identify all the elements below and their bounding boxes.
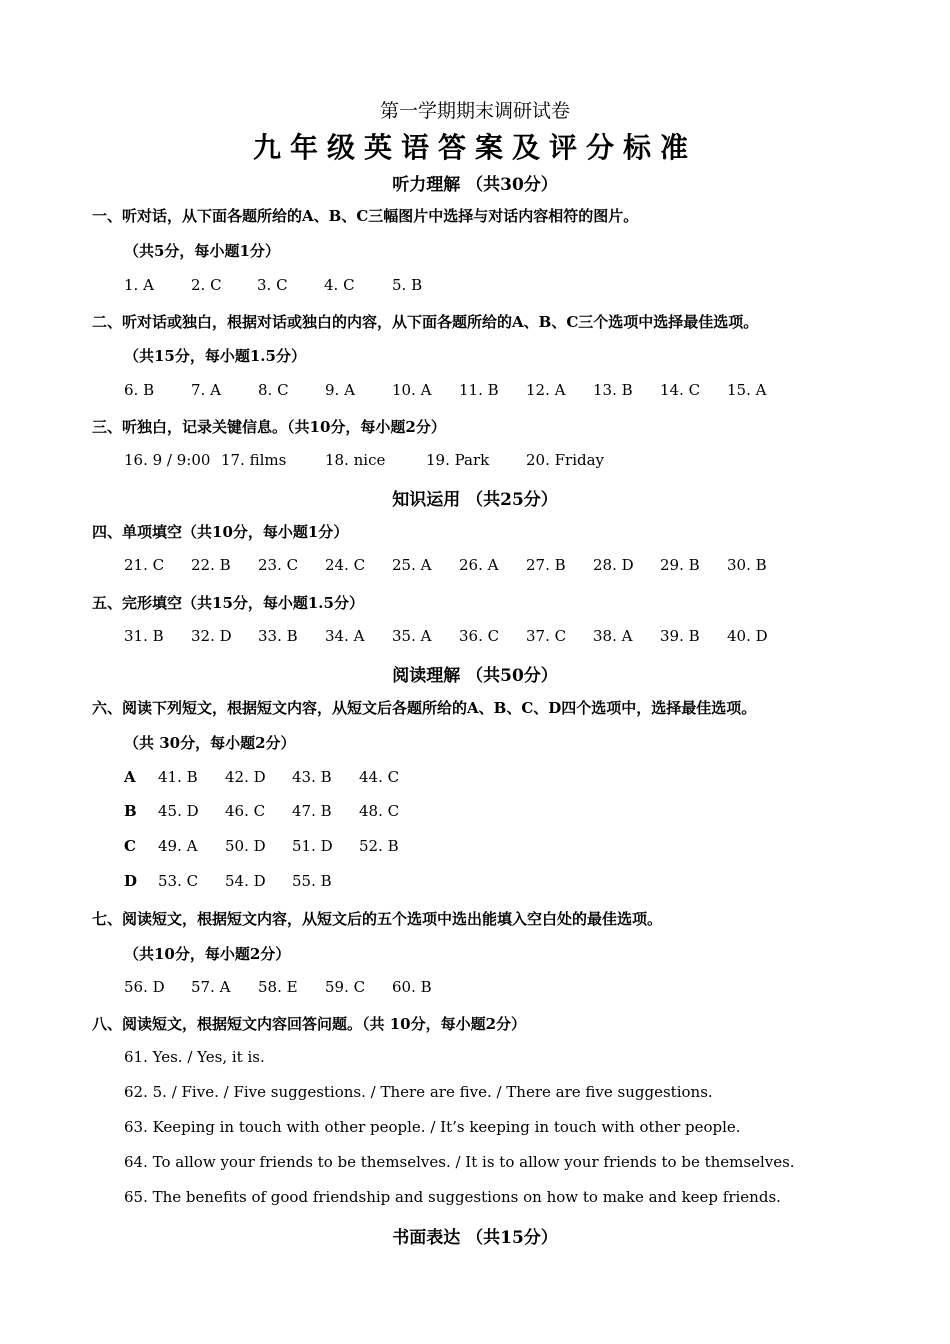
answer-item: 9. A (325, 381, 355, 399)
answer-item: 46. C (225, 802, 266, 820)
answer-item: 1. A (124, 276, 154, 294)
answer-item: 37. C (526, 627, 567, 645)
part3-question: 三、听独白，记录关键信息。（共10分，每小题2分） (92, 418, 446, 436)
answer-item: 55. B (292, 872, 332, 890)
answer-item: 17. films (221, 451, 287, 469)
part7-question: 七、阅读短文，根据短文内容，从短文后的五个选项中选出能填入空白处的最佳选项。 (92, 910, 663, 928)
answer-item: 13. B (593, 381, 633, 399)
section-knowledge: 知识运用 （共25分） (392, 490, 558, 510)
answer-item: 44. C (359, 768, 400, 786)
answer-item: 10. A (392, 381, 432, 399)
answer-item: 56. D (124, 978, 165, 996)
section-reading: 阅读理解 （共50分） (392, 666, 558, 686)
answer-item: 12. A (526, 381, 566, 399)
answer-item: 48. C (359, 802, 400, 820)
part2-question: 二、听对话或独白，根据对话或独白的内容，从下面各题所给的A、B、C三个选项中选择最佳选项。 (92, 313, 759, 331)
answer-item: 30. B (727, 556, 767, 574)
section-listening: 听力理解 （共30分） (392, 175, 558, 195)
answer-item: 23. C (258, 556, 299, 574)
section-writing: 书面表达 （共15分） (392, 1228, 558, 1248)
answer-item: 58. E (258, 978, 298, 996)
answer-item: 59. C (325, 978, 366, 996)
part8-answer-63: 63. Keeping in touch with other people. / It’s keeping in touch with other people. (124, 1118, 741, 1136)
answer-item: 34. A (325, 627, 365, 645)
answer-item: 7. A (191, 381, 221, 399)
answer-item: 36. C (459, 627, 500, 645)
answer-item: 40. D (727, 627, 768, 645)
part6-group-a (124, 768, 400, 786)
passage-label: C (124, 837, 136, 855)
part1-score: （共5分，每小题1分） (124, 242, 280, 260)
answer-item: 38. A (593, 627, 633, 645)
passage-label: D (124, 872, 138, 890)
answer-item: 28. D (593, 556, 634, 574)
answer-item: 26. A (459, 556, 499, 574)
answer-item: 15. A (727, 381, 767, 399)
answer-item: 21. C (124, 556, 165, 574)
part2-score: （共15分，每小题1.5分） (124, 347, 306, 365)
part8-answer-62: 62. 5. / Five. / Five suggestions. / There are five. / There are five suggestions. (124, 1083, 713, 1101)
part8-answer-64: 64. To allow your friends to be themselves. / It is to allow your friends to be themselves. (124, 1153, 795, 1171)
part5-question: 五、完形填空（共15分，每小题1.5分） (92, 594, 364, 612)
answer-item: 32. D (191, 627, 232, 645)
answer-item: 53. C (158, 872, 199, 890)
answer-item: 47. B (292, 802, 332, 820)
answer-item: 5. B (392, 276, 423, 294)
answer-item: 14. C (660, 381, 701, 399)
part7-score: （共10分，每小题2分） (124, 945, 291, 963)
answer-item: 19. Park (426, 451, 490, 469)
answer-item: 16. 9 / 9:00 (124, 451, 211, 469)
answer-item: 3. C (257, 276, 288, 294)
passage-label: B (124, 802, 137, 820)
answer-item: 43. B (292, 768, 332, 786)
answer-item: 49. A (158, 837, 198, 855)
answer-item: 41. B (158, 768, 198, 786)
answer-item: 39. B (660, 627, 700, 645)
answer-item: 4. C (324, 276, 355, 294)
part6-group-d (124, 872, 332, 890)
part6-question: 六、阅读下列短文，根据短文内容，从短文后各题所给的A、B、C、D四个选项中，选择最佳选项。 (92, 699, 757, 717)
part6-score: （共 30分，每小题2分） (124, 734, 296, 752)
answer-item: 33. B (258, 627, 298, 645)
part8-answer-65: 65. The benefits of good friendship and suggestions on how to make and keep friends. (124, 1188, 781, 1206)
exam-subtitle: 第一学期期末调研试卷 (379, 100, 570, 122)
answer-item: 29. B (660, 556, 700, 574)
answer-item: 20. Friday (526, 451, 605, 469)
part6-group-c (124, 837, 399, 855)
answer-item: 42. D (225, 768, 266, 786)
answer-item: 35. A (392, 627, 432, 645)
page-title: 九年级英语答案及评分标准 (252, 131, 697, 164)
part1-question: 一、听对话，从下面各题所给的A、B、C三幅图片中选择与对话内容相符的图片。 (92, 207, 639, 225)
answer-item: 57. A (191, 978, 231, 996)
answer-item: 52. B (359, 837, 399, 855)
answer-item: 8. C (258, 381, 289, 399)
answer-item: 22. B (191, 556, 231, 574)
part8-question: 八、阅读短文，根据短文内容回答问题。（共 10分，每小题2分） (92, 1015, 527, 1033)
answer-item: 6. B (124, 381, 155, 399)
passage-label: A (124, 768, 136, 786)
part8-answer-61: 61. Yes. / Yes, it is. (124, 1048, 265, 1066)
part6-group-b (124, 802, 400, 820)
answer-item: 25. A (392, 556, 432, 574)
answer-item: 60. B (392, 978, 432, 996)
answer-item: 54. D (225, 872, 266, 890)
answer-item: 45. D (158, 802, 199, 820)
answer-item: 11. B (459, 381, 499, 399)
answer-item: 27. B (526, 556, 566, 574)
answer-item: 18. nice (325, 451, 386, 469)
answer-item: 2. C (191, 276, 222, 294)
answer-item: 24. C (325, 556, 366, 574)
answer-item: 51. D (292, 837, 333, 855)
answer-item: 50. D (225, 837, 266, 855)
answer-item: 31. B (124, 627, 164, 645)
part4-question: 四、单项填空（共10分，每小题1分） (92, 523, 349, 541)
